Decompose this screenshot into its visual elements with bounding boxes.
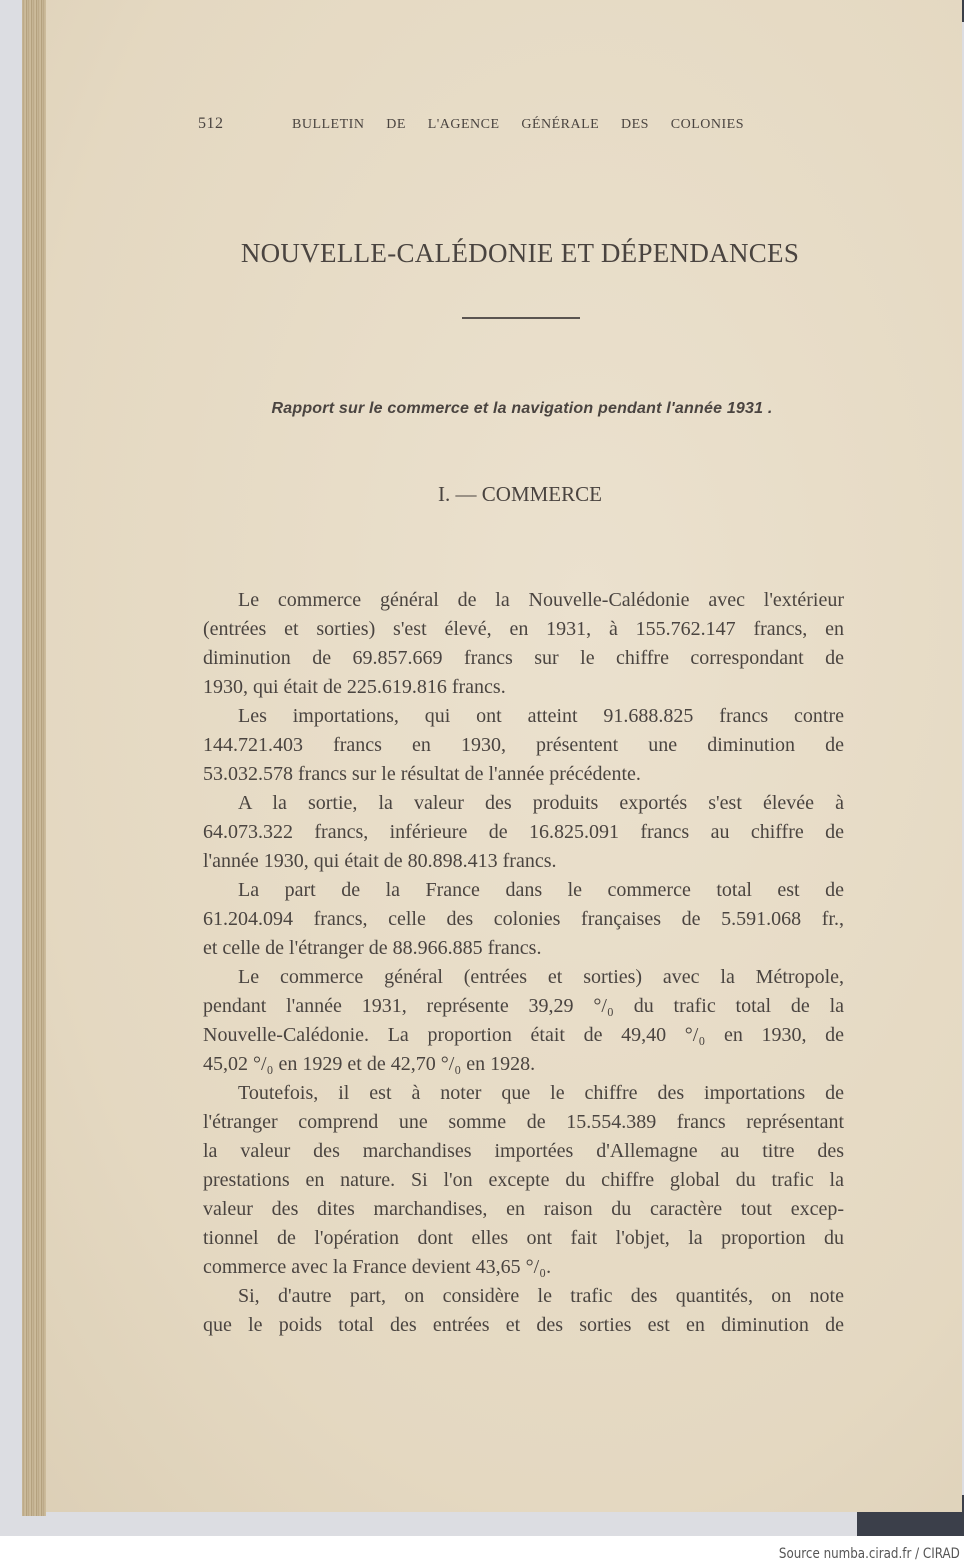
page-title: NOUVELLE-CALÉDONIE ET DÉPENDANCES — [240, 238, 800, 268]
text-line: 144.721.403 francs en 1930, présentent une diminution de — [203, 734, 844, 756]
text-line: Le commerce général de la Nouvelle-Calédonie avec l'extérieur — [238, 589, 844, 611]
text-line: commerce avec la France devient 43,65 °/₀. — [203, 1256, 552, 1278]
running-header: BULLETIN DE L'AGENCE GÉNÉRALE DES COLONIES — [292, 117, 744, 132]
text-line: Toutefois, il est à noter que le chiffre des importations de — [238, 1082, 844, 1104]
paragraph — [203, 963, 844, 1079]
section-heading: I. — COMMERCE — [438, 482, 602, 506]
text-line: tionnel de l'opération dont elles ont fait l'objet, la proportion du — [203, 1227, 844, 1249]
body-text — [203, 586, 844, 1340]
text-line: et celle de l'étranger de 88.966.885 francs. — [203, 937, 542, 959]
text-line: la valeur des marchandises importées d'Allemagne au titre des — [203, 1140, 844, 1162]
text-line: Le commerce général (entrées et sorties) avec la Métropole, — [238, 966, 844, 988]
paragraph — [203, 789, 844, 876]
paragraph — [203, 586, 844, 702]
text-line: valeur des dites marchandises, en raison du caractère tout excep- — [203, 1198, 844, 1220]
paragraph — [203, 1079, 844, 1282]
text-line: La part de la France dans le commerce total est de — [238, 879, 844, 901]
text-line: 1930, qui était de 225.619.816 francs. — [203, 676, 506, 698]
text-line: Les importations, qui ont atteint 91.688.825 francs contre — [238, 705, 844, 727]
text-line: 45,02 °/₀ en 1929 et de 42,70 °/₀ en 1928. — [203, 1053, 536, 1075]
text-line: 61.204.094 francs, celle des colonies françaises de 5.591.068 fr., — [203, 908, 844, 930]
title-rule — [462, 317, 580, 319]
text-line: A la sortie, la valeur des produits exportés s'est élevée à — [238, 792, 844, 814]
text-line: diminution de 69.857.669 francs sur le chiffre correspondant de — [203, 647, 844, 669]
text-line: que le poids total des entrées et des sorties est en diminution de — [203, 1314, 844, 1336]
report-subtitle: Rapport sur le commerce et la navigation pendant l'année 1931 . — [271, 400, 773, 417]
text-line: 53.032.578 francs sur le résultat de l'année précédente. — [203, 763, 641, 785]
text-line: Nouvelle-Calédonie. La proportion était de 49,40 °/₀ en 1930, de — [203, 1024, 844, 1046]
text-line: l'étranger comprend une somme de 15.554.389 francs représentant — [203, 1111, 844, 1133]
text-line: 64.073.322 francs, inférieure de 16.825.091 francs au chiffre de — [203, 821, 844, 843]
text-line: (entrées et sorties) s'est élevé, en 1931, à 155.762.147 francs, en — [203, 618, 844, 640]
paragraph — [203, 702, 844, 789]
page-edge-binding — [22, 0, 46, 1516]
text-line: prestations en nature. Si l'on excepte du chiffre global du trafic la — [203, 1169, 844, 1191]
page-number: 512 — [198, 115, 224, 132]
text-line: pendant l'année 1931, représente 39,29 °/₀ du trafic total de la — [203, 995, 844, 1017]
paragraph — [203, 876, 844, 963]
paragraph — [203, 1282, 844, 1340]
text-line: Si, d'autre part, on considère le trafic des quantités, on note — [238, 1285, 844, 1307]
text-line: l'année 1930, qui était de 80.898.413 francs. — [203, 850, 557, 872]
source-credit: Source numba.cirad.fr / CIRAD — [779, 1546, 960, 1562]
